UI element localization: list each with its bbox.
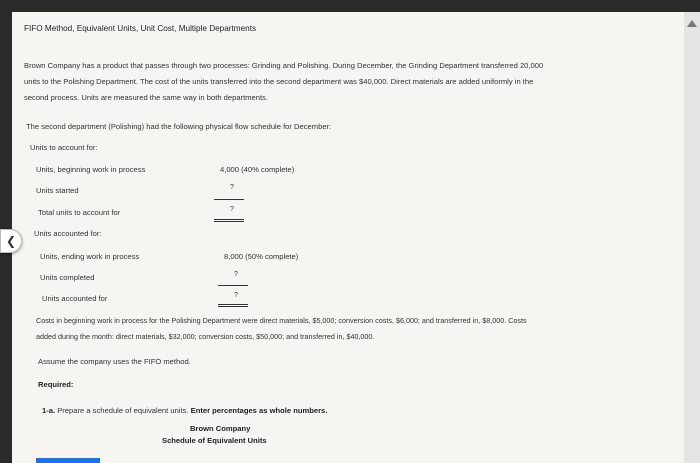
question-page bbox=[12, 12, 684, 463]
task-1a bbox=[42, 403, 327, 419]
active-tab-indicator bbox=[36, 458, 100, 463]
ending-wip-label: Units, ending work in process bbox=[40, 252, 140, 261]
beginning-wip-value: 4,000 (40% complete) bbox=[220, 165, 295, 174]
fifo-assumption: Assume the company uses the FIFO method. bbox=[38, 357, 191, 366]
intro-line-1: Brown Company has a product that passes through two processes: Grinding and Polishing. During December, the Grinding Department transferred 20,000 bbox=[24, 61, 544, 70]
units-to-account-header: Units to account for: bbox=[30, 143, 98, 152]
units-accounted-value: ? bbox=[234, 292, 238, 299]
total-rule-1 bbox=[214, 219, 244, 220]
units-accounted-header: Units accounted for: bbox=[34, 229, 102, 238]
company-name: Brown Company bbox=[190, 424, 251, 433]
sum-rule bbox=[218, 285, 248, 286]
task-prefix: 1-a. bbox=[42, 406, 56, 415]
costs-line-2: added during the month: direct materials, $32,000; conversion costs, $50,000; and transferred in, $40,000. bbox=[36, 332, 375, 341]
ending-wip-value: 8,000 (50% complete) bbox=[224, 252, 299, 261]
total-units-label: Total units to account for bbox=[38, 208, 121, 217]
schedule-intro: The second department (Polishing) had the following physical flow schedule for December: bbox=[26, 122, 332, 131]
intro-line-2: units to the Polishing Department. The cost of the units transferred into the second department was $40,000. Direct materials are added uniformly in the bbox=[24, 77, 534, 86]
task-text: Prepare a schedule of equivalent units. bbox=[57, 406, 189, 415]
units-started-label: Units started bbox=[36, 186, 79, 195]
intro-line-3: second process. Units are measured the same way in both departments. bbox=[24, 93, 268, 102]
total-rule-2 bbox=[218, 306, 248, 307]
units-completed-value: ? bbox=[234, 271, 238, 278]
sum-rule bbox=[214, 199, 244, 200]
vertical-scrollbar[interactable] bbox=[684, 12, 700, 463]
task-emphasis: Enter percentages as whole numbers. bbox=[190, 406, 328, 415]
total-units-value: ? bbox=[230, 206, 234, 213]
beginning-wip-label: Units, beginning work in process bbox=[36, 165, 146, 174]
total-rule-1 bbox=[218, 304, 248, 305]
total-rule-2 bbox=[214, 221, 244, 222]
problem-title: FIFO Method, Equivalent Units, Unit Cost, Multiple Departments bbox=[24, 24, 257, 33]
costs-line-1: Costs in beginning work in process for the Polishing Department were direct materials, $5,000; conversion costs, $6,000; and transferred in, $8,000. Costs bbox=[36, 316, 527, 325]
chevron-left-icon: ❮ bbox=[5, 234, 17, 248]
units-accounted-label: Units accounted for bbox=[42, 294, 108, 303]
scroll-up-icon[interactable] bbox=[687, 20, 697, 27]
required-label: Required: bbox=[38, 380, 74, 389]
units-started-value: ? bbox=[230, 184, 234, 191]
units-completed-label: Units completed bbox=[40, 273, 95, 282]
schedule-title: Schedule of Equivalent Units bbox=[162, 436, 267, 445]
